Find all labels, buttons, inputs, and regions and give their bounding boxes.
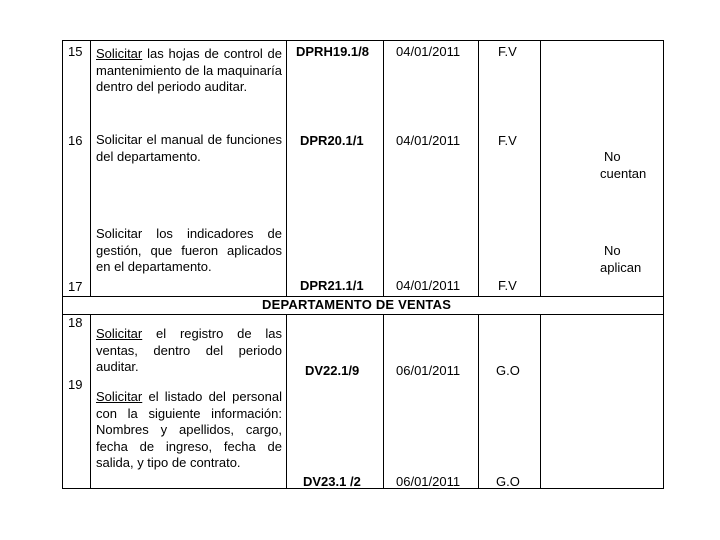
col-divider [383, 40, 384, 296]
row-date: 04/01/2011 [396, 133, 461, 148]
row-description [96, 132, 282, 165]
request-link[interactable]: Solicitar [96, 46, 143, 61]
responsible: F.V [498, 278, 517, 293]
observation-note: No aplican [600, 243, 642, 275]
col-divider [478, 314, 479, 489]
row-number: 18 [68, 315, 83, 330]
reference-code: DPR21.1/1 [300, 278, 364, 293]
row-number: 15 [68, 44, 83, 59]
col-divider [540, 314, 541, 489]
col-divider [90, 314, 91, 489]
request-link[interactable]: Solicitar [96, 389, 143, 404]
row-description [96, 226, 282, 276]
description-text: Solicitar el manual de funciones del departamento. [96, 132, 282, 164]
row-date: 04/01/2011 [396, 278, 461, 293]
row-date: 06/01/2011 [396, 363, 461, 378]
description-text: el registro de las ventas, dentro del periodo auditar. [96, 326, 282, 374]
col-divider [540, 40, 541, 296]
reference-code: DV22.1/9 [305, 363, 360, 378]
responsible: G.O [496, 363, 520, 378]
row-number: 17 [68, 279, 83, 294]
row-divider [62, 314, 664, 315]
row-date: 06/01/2011 [396, 474, 461, 489]
observation-note: No cuentan [600, 149, 647, 181]
row-number: 19 [68, 377, 83, 392]
description-text: las hojas de control de mantenimiento de la maquinaría dentro del periodo auditar. [96, 46, 282, 94]
col-divider [286, 40, 287, 296]
row-description [96, 326, 282, 376]
col-divider [90, 40, 91, 296]
description-text: Solicitar los indicadores de gestión, que fueron aplicados en el departamento. [96, 226, 282, 274]
reference-code: DPRH19.1/8 [296, 44, 369, 59]
description-text: el listado del personal con la siguiente información: Nombres y apellidos, cargo, fecha de ingreso, fecha de salida, y tipo de contrato. [96, 389, 282, 470]
row-date: 04/01/2011 [396, 44, 461, 59]
col-divider [478, 40, 479, 296]
row-description [96, 389, 282, 472]
row-number: 16 [68, 133, 83, 148]
reference-code: DV23.1 /2 [303, 474, 361, 489]
responsible: F.V [498, 133, 517, 148]
col-divider [286, 314, 287, 489]
reference-code: DPR20.1/1 [300, 133, 364, 148]
col-divider [383, 314, 384, 489]
section-title: DEPARTAMENTO DE VENTAS [262, 297, 452, 312]
row-description [96, 46, 282, 96]
responsible: F.V [498, 44, 517, 59]
responsible: G.O [496, 474, 520, 489]
request-link[interactable]: Solicitar [96, 326, 143, 341]
